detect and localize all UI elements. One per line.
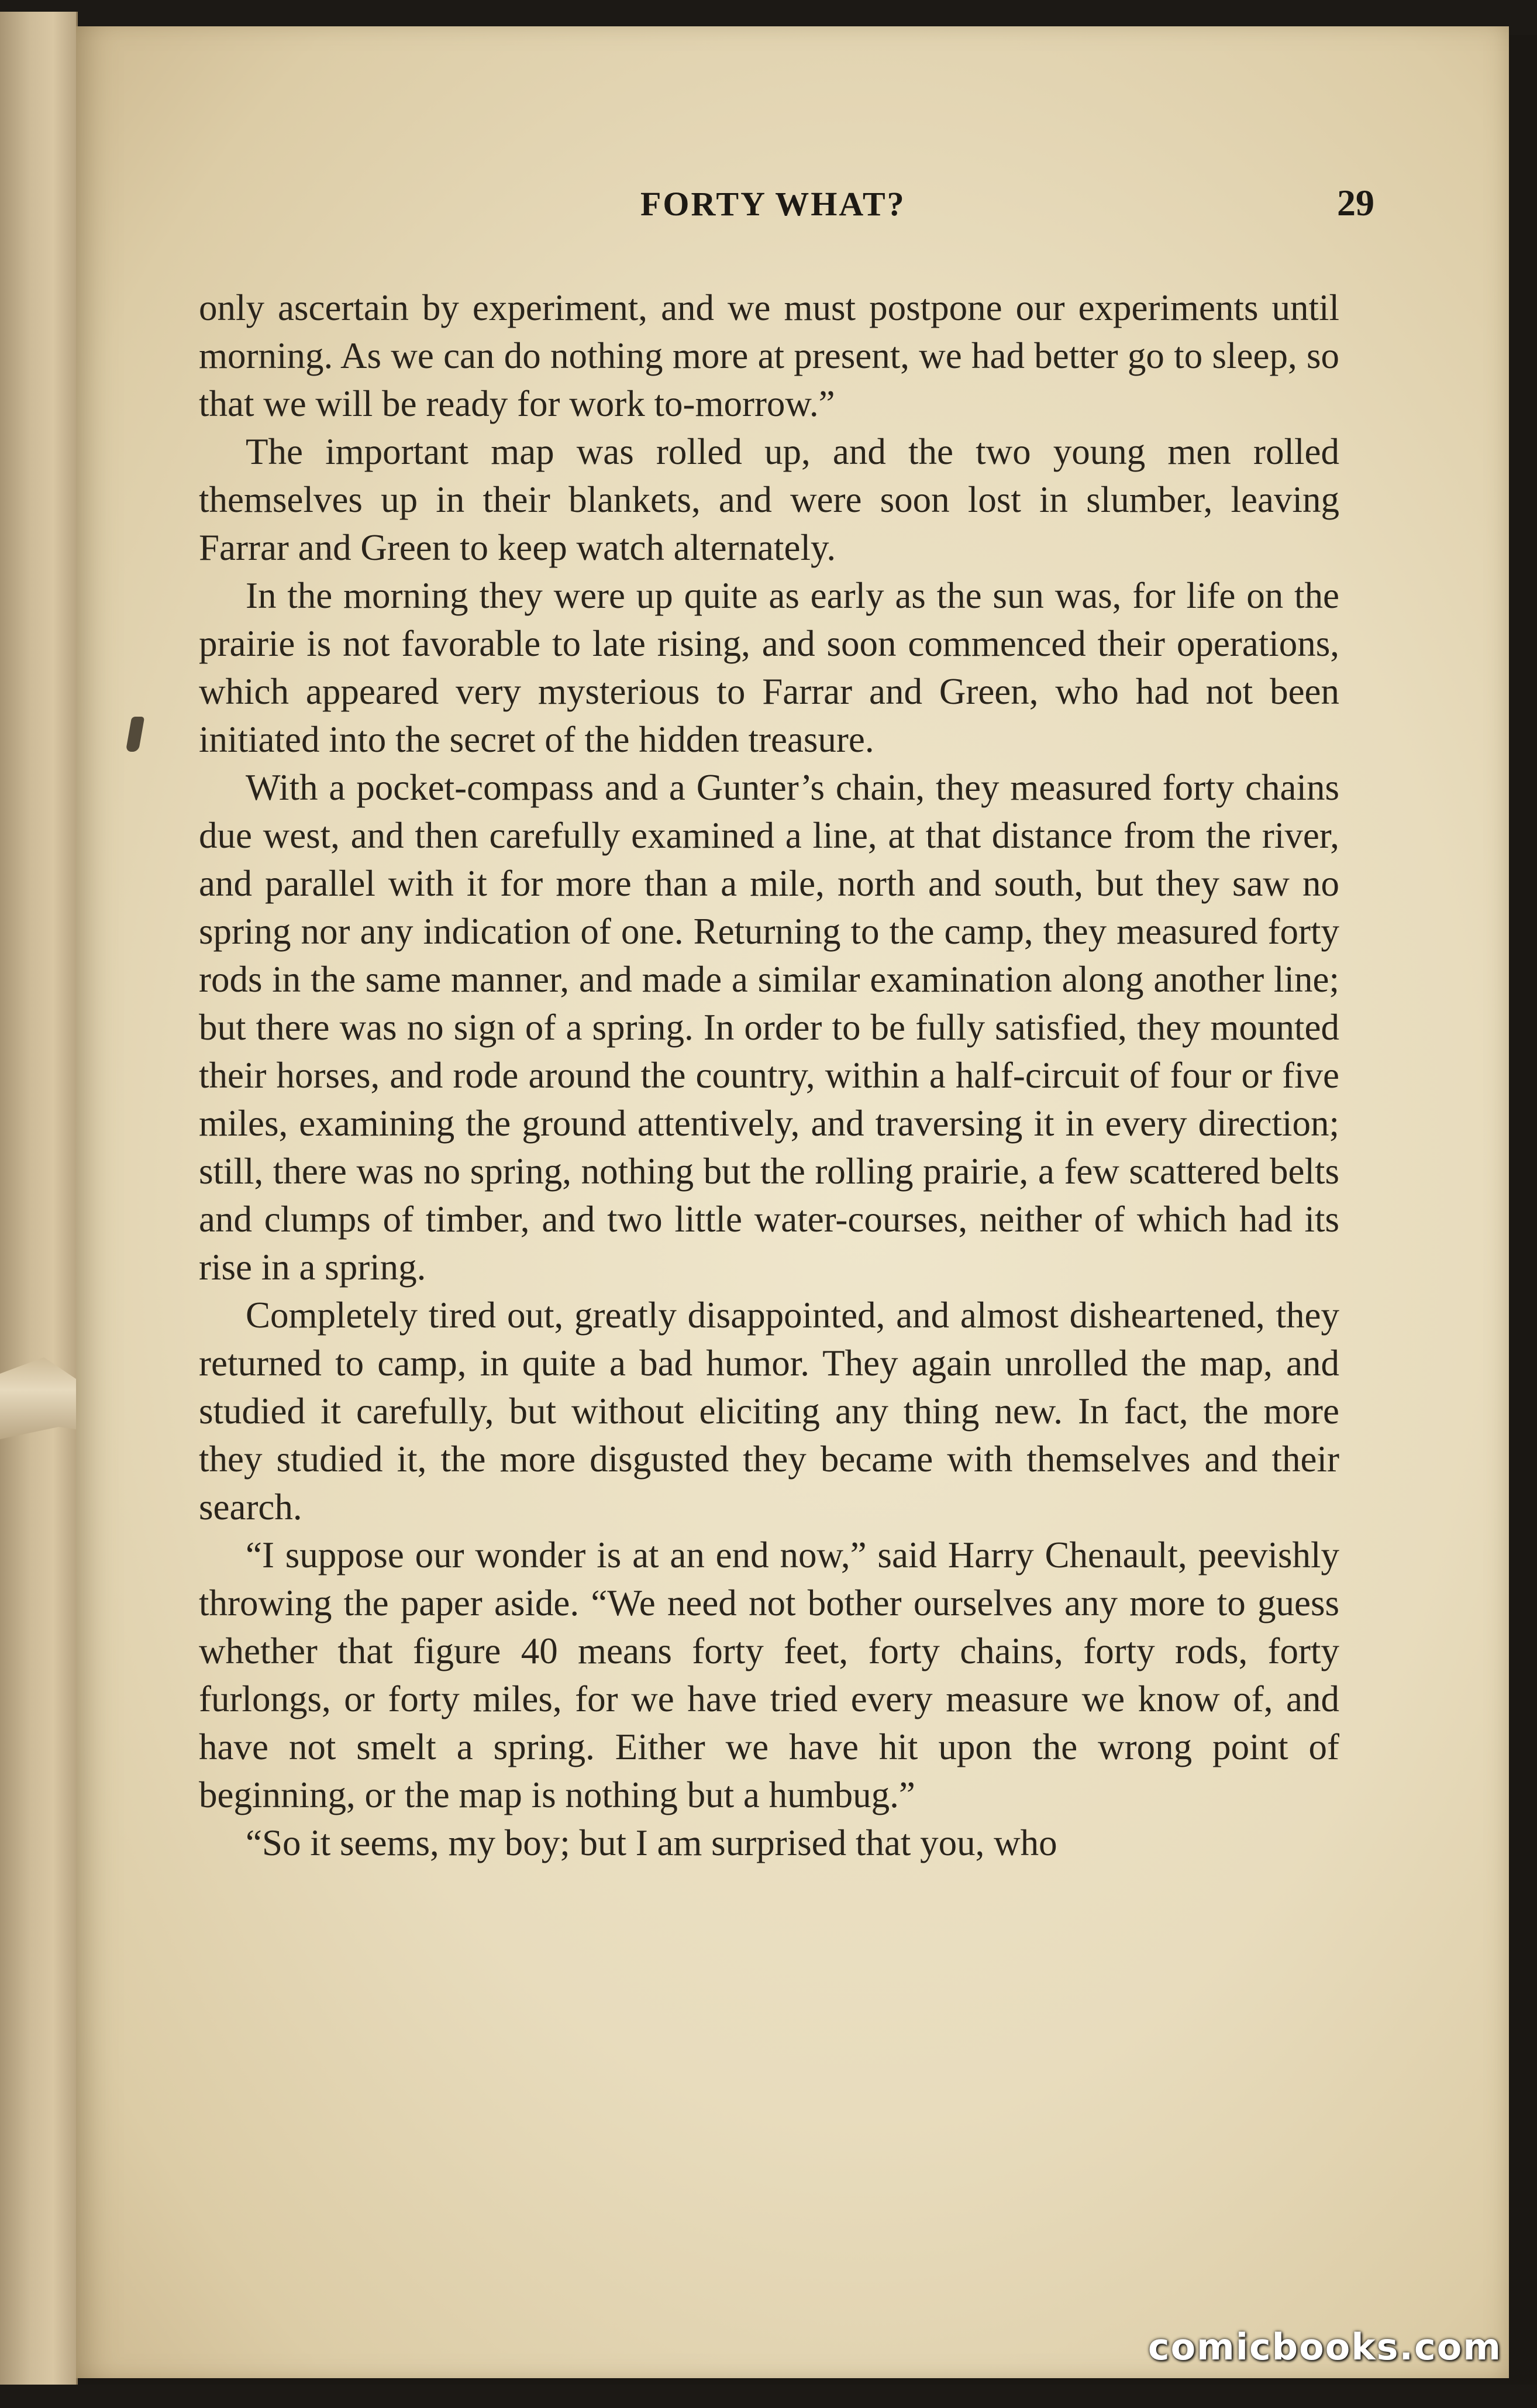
running-title: FORTY WHAT? — [640, 185, 906, 223]
scan-border-bottom — [0, 2385, 1537, 2408]
running-head — [76, 161, 1509, 223]
paragraph: With a pocket-compass and a Gunter’s chain, they measured forty chains due west, and then carefully examined a line, at that distance from the river, and parallel with it for more than a mile, north and south, but they saw no spring nor any indication of one. Returning to the camp, they measured forty rods in the same manner, and made a similar examination along another line; but there was no sign of a spring. In order to be fully satisfied, they mounted their horses, and rode around the country, within a half-circuit of four or five miles, examining the ground attentively, and traversing it in every direction; still, there was no spring, nothing but the rolling prairie, a few scattered belts and clumps of timber, and two little water-courses, neither of which had its rise in a spring. — [199, 767, 1339, 1288]
paragraph: The important map was rolled up, and the two young men rolled themselves up in their blankets, and were soon lost in slumber, leaving Farrar and Green to keep watch alternately. — [199, 431, 1339, 568]
facing-page-edge — [0, 12, 78, 2387]
body-text — [199, 284, 1339, 1867]
paragraph-last: “So it seems, my boy; but I am surprised that you, who — [246, 1822, 1057, 1863]
paragraph: “I suppose our wonder is at an end now,” said Harry Chenault, peevishly throwing the paper aside. “We need not bother ourselves any more to guess whether that figure 40 means forty feet, forty chains, forty rods, forty furlongs, or forty miles, for we have tried every measure we know of, and have not smelt a spring. Either we have hit upon the wrong point of beginning, or the map is nothing but a humbug.” — [199, 1535, 1339, 1815]
paragraph: Completely tired out, greatly disappointed, and almost disheartened, they returned to camp, in quite a bad humor. They again unrolled the map, and studied it carefully, but without eliciting any thing new. In fact, the more they studied it, the more disgusted they became with themselves and their search. — [199, 1295, 1339, 1528]
paragraph: In the morning they were up quite as early as the sun was, for life on the prairie is not favorable to late rising, and soon commenced their operations, which appeared very mysterious to Farrar and Green, who had not been initiated into the secret of the hidden treasure. — [199, 575, 1339, 760]
book-page — [76, 26, 1509, 2378]
watermark: comicbooks.com — [1147, 2326, 1502, 2368]
paragraph-continuation: only ascertain by experiment, and we must postpone our experiments until morning. As we can do nothing more at present, we had better go to sleep, so that we will be ready for work to-morrow.” — [199, 287, 1339, 424]
margin-ink-mark — [126, 717, 145, 752]
page-number: 29 — [1337, 182, 1374, 223]
